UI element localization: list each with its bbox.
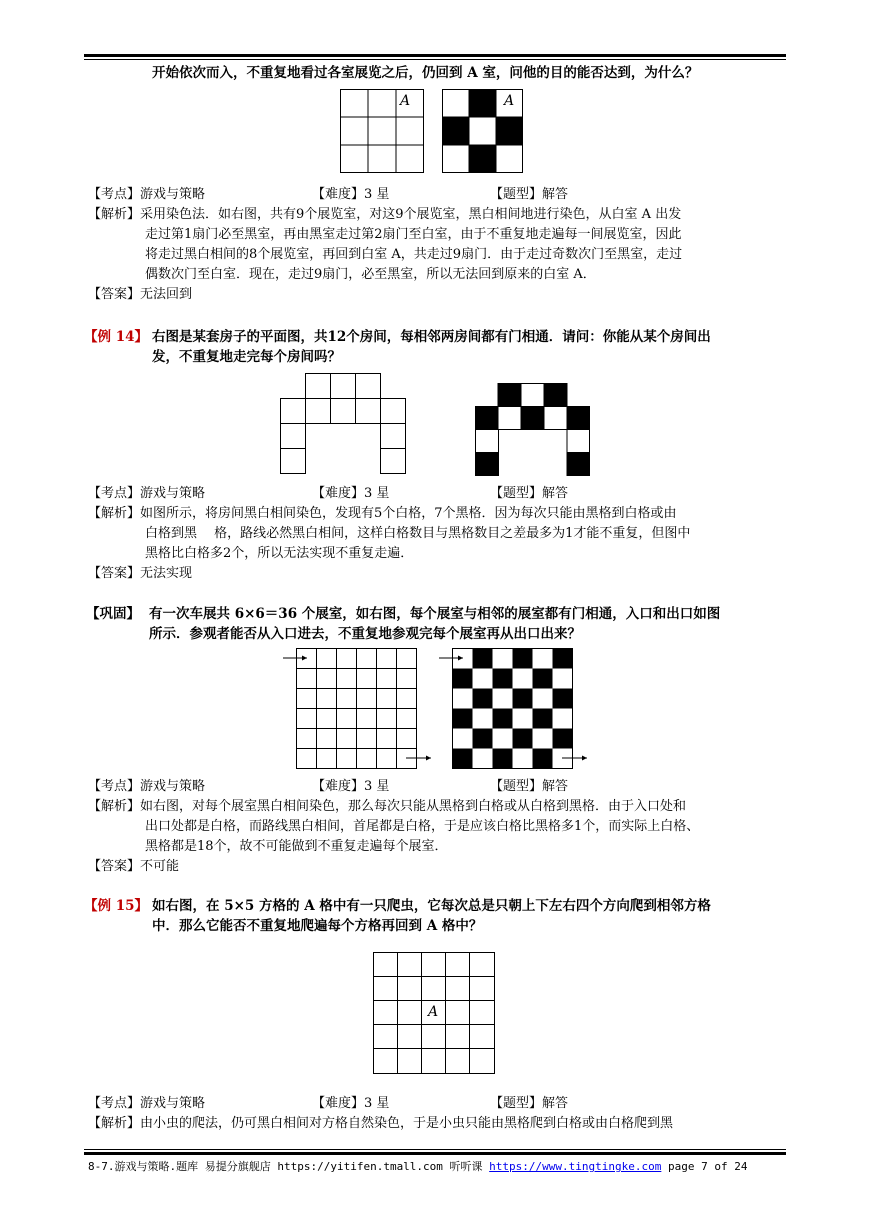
nandu-label: 【难度】3 星 <box>312 187 390 202</box>
cell-a-label: A <box>428 1004 439 1020</box>
footer-rule-thin <box>84 1149 786 1150</box>
kaodian-label: 【考点】游戏与策略 <box>88 1096 206 1111</box>
tixing-label: 【题型】解答 <box>490 1096 569 1111</box>
example-question-line: 右图是某套房子的平面图，共12个房间，每相邻两房间都有门相通．请问：你能从某个房间出 <box>152 329 711 345</box>
tixing-label: 【题型】解答 <box>490 486 569 501</box>
example-tag: 【例 15】 <box>84 898 148 914</box>
jiexi-line: 【解析】采用染色法．如右图，共有9个展览室，对这9个展览室，黑白相间地进行染色，从白室 A 出发 <box>88 207 682 222</box>
jiexi-line: 白格到黑 格，路线必然黑白相间，这样白格数目与黑格数目之差最多为1才能不重复，但图中 <box>145 526 691 541</box>
house-plan-plain <box>280 373 407 475</box>
intro-text: 开始依次而入，不重复地看过各室展览之后，仍回到 A 室，问他的目的能否达到，为什么？ <box>152 65 699 81</box>
header-rule <box>84 54 786 57</box>
tixing-label: 【题型】解答 <box>490 779 569 794</box>
nandu-label: 【难度】3 星 <box>312 486 390 501</box>
footer-link[interactable]: https://www.tingtingke.com <box>489 1160 662 1173</box>
jiexi-line: 黑格都是18个，故不可能做到不重复走遍每个展室． <box>145 839 448 854</box>
room-a-label: A <box>400 93 411 109</box>
jiexi-line: 【解析】如右图，对每个展室黑白相间染色，那么每次只能从黑格到白格或从白格到黑格．由于入口处和 <box>88 799 687 814</box>
answer-line: 【答案】无法回到 <box>88 287 193 302</box>
example-tag: 【例 14】 <box>84 329 148 345</box>
jiexi-line: 黑格比白格多2个，所以无法实现不重复走遍． <box>145 546 414 561</box>
page-number: page 7 of 24 <box>661 1160 748 1173</box>
nandu-label: 【难度】3 星 <box>312 1096 390 1111</box>
answer-line: 【答案】不可能 <box>88 859 180 874</box>
answer-line: 【答案】无法实现 <box>88 566 193 581</box>
kaodian-label: 【考点】游戏与策略 <box>88 486 206 501</box>
kaodian-label: 【考点】游戏与策略 <box>88 779 206 794</box>
tixing-label: 【题型】解答 <box>490 187 569 202</box>
gonggu-question-line: 有一次车展共 6×6＝36 个展室，如右图，每个展室与相邻的展室都有门相通，入口和出口如图 <box>149 606 721 622</box>
grid-3x3-colored <box>442 89 523 173</box>
exhibition-grid-plain <box>283 647 431 771</box>
jiexi-line: 将走过黑白相间的8个展览室，再回到白室 A，共走过9扇门．由于走过奇数次门至黑室，走过 <box>145 247 683 262</box>
jiexi-line: 【解析】由小虫的爬法，仍可黑白相间对方格自然染色，于是小虫只能由黑格爬到白格或由白格爬到黑 <box>88 1116 674 1131</box>
header-rule-thin <box>84 59 786 60</box>
grid-3x3-plain <box>340 89 424 173</box>
kaodian-label: 【考点】游戏与策略 <box>88 187 206 202</box>
nandu-label: 【难度】3 星 <box>312 779 390 794</box>
house-plan-colored <box>475 383 590 476</box>
jiexi-line: 【解析】如图所示，将房间黑白相间染色，发现有5个白格，7个黑格．因为每次只能由黑格到白格或由 <box>88 506 677 521</box>
footer <box>88 1158 747 1174</box>
footer-rule <box>84 1152 786 1155</box>
exhibition-grid-colored <box>439 647 587 771</box>
example-question-line: 中．那么它能否不重复地爬遍每个方格再回到 A 格中？ <box>152 918 483 934</box>
gonggu-tag: 【巩固】 <box>86 606 140 622</box>
gonggu-question-line: 所示．参观者能否从入口进去，不重复地参观完每个展室再从出口出来？ <box>149 626 581 642</box>
footer-text: 8-7.游戏与策略.题库 易提分旗舰店 https://yitifen.tmall.com 听听课 <box>88 1160 490 1173</box>
grid-5x5 <box>373 952 495 1074</box>
jiexi-line: 走过第1扇门必至黑室，再由黑室走过第2扇门至白室，由于不重复地走遍每一间展览室，因此 <box>145 227 682 242</box>
room-a-label-colored: A <box>504 93 515 109</box>
example-question-line: 发，不重复地走完每个房间吗？ <box>152 349 341 365</box>
example-question-line: 如右图，在 5×5 方格的 A 格中有一只爬虫，它每次总是只朝上下左右四个方向爬到相邻方格 <box>152 898 711 914</box>
jiexi-line: 出口处都是白格，而路线黑白相间，首尾都是白格，于是应该白格比黑格多1个，而实际上白格、 <box>145 819 700 834</box>
jiexi-line: 偶数次门至白室．现在，走过9扇门，必至黑室，所以无法回到原来的白室 A． <box>145 267 596 282</box>
